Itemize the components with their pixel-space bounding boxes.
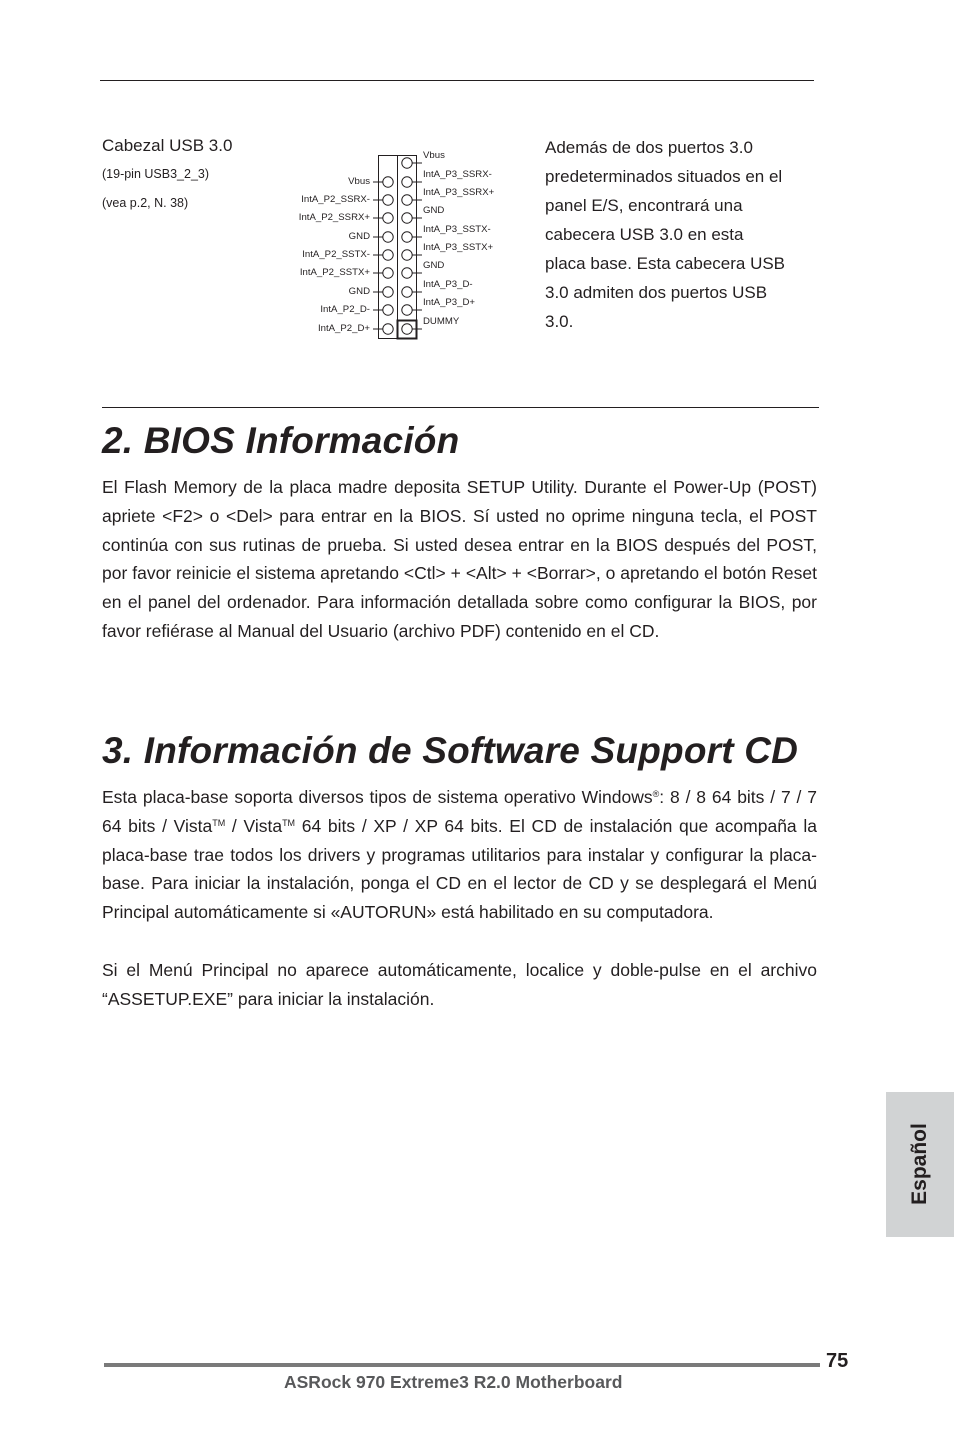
right-pin xyxy=(402,250,412,260)
footer-rule xyxy=(104,1363,820,1367)
left-pin xyxy=(383,287,393,297)
right-pin-column xyxy=(402,158,422,334)
bios-paragraph: El Flash Memory de la placa madre deposita SETUP Utility. Durante el Power-Up (POST) apriete <F2> o <Del> para entrar en la BIOS. Sí usted no oprime ninguna tecla, el POST continúa con sus rutinas de prueba. Si usted desea entrar en la BIOS después del POST, por favor reinicie el sistema apretando <Ctl> + <Alt> + <Borrar>, o apretando el botón Reset en el panel del ordenador. Para información detallada sobre como configurar la BIOS, por favor refiérase al Manual del Usuario (archivo PDF) contenido en el CD. xyxy=(102,477,817,641)
right-pin-label: IntA_P3_D- xyxy=(423,279,473,290)
right-pin xyxy=(402,158,412,168)
left-pin-label: IntA_P2_SSTX- xyxy=(302,249,370,260)
right-pin xyxy=(402,287,412,297)
description-line: cabecera USB 3.0 en esta xyxy=(545,225,744,244)
right-pin xyxy=(402,213,412,223)
left-pin-label: IntA_P2_SSRX+ xyxy=(298,212,370,223)
right-pin-label: IntA_P3_SSTX- xyxy=(423,224,491,235)
description-line: Además de dos puertos 3.0 xyxy=(545,138,753,157)
description-line: 3.0. xyxy=(545,312,574,331)
page-number: 75 xyxy=(826,1350,849,1372)
right-pin-label: DUMMY xyxy=(423,316,460,327)
left-pin-label: IntA_P2_D+ xyxy=(317,323,370,334)
top-rule xyxy=(100,80,814,81)
language-tab xyxy=(886,1092,954,1237)
left-pin-label: GND xyxy=(348,231,370,242)
right-pin xyxy=(402,268,412,278)
left-pin xyxy=(383,250,393,260)
left-pin xyxy=(383,232,393,242)
right-pin xyxy=(402,305,412,315)
left-pin-label: GND xyxy=(348,286,370,297)
description-line: 3.0 admiten dos puertos USB xyxy=(545,283,768,302)
left-pin-label: IntA_P2_SSTX+ xyxy=(299,267,370,278)
left-pin xyxy=(383,268,393,278)
section-rule xyxy=(102,407,819,408)
left-pin-label: IntA_P2_SSRX- xyxy=(301,194,370,205)
description-line: predeterminados situados en el xyxy=(545,167,783,186)
software-cd-paragraph-2: Si el Menú Principal no aparece automáticamente, localice y doble-pulse en el archivo “ASSETUP.EXE” para iniciar la instalación. xyxy=(102,960,817,1009)
left-pin xyxy=(383,324,393,334)
right-pin-label: GND xyxy=(423,205,445,216)
right-pin-label: GND xyxy=(423,260,445,271)
description-line: panel E/S, encontrará una xyxy=(545,196,743,215)
right-pin xyxy=(402,232,412,242)
right-pin xyxy=(402,324,412,334)
right-pin-label: IntA_P3_SSRX- xyxy=(423,169,492,180)
left-pin-label: IntA_P2_D- xyxy=(320,304,370,315)
usb3-header-pinout-diagram xyxy=(360,150,430,345)
usb-header-reference: (vea p.2, N. 38) xyxy=(102,196,189,210)
language-tab-label: Español xyxy=(908,1123,931,1205)
right-pin-label: IntA_P3_SSRX+ xyxy=(423,187,495,198)
footer-product-name: ASRock 970 Extreme3 R2.0 Motherboard xyxy=(284,1372,623,1392)
description-line: placa base. Esta cabecera USB xyxy=(545,254,786,273)
left-pin xyxy=(383,195,393,205)
right-pin xyxy=(402,177,412,187)
right-pin-label: IntA_P3_SSTX+ xyxy=(423,242,494,253)
right-pin-label: IntA_P3_D+ xyxy=(423,297,476,308)
usb-header-description xyxy=(545,133,835,336)
right-pin xyxy=(402,195,412,205)
left-pin xyxy=(383,305,393,315)
usb-header-pin-spec: (19-pin USB3_2_3) xyxy=(102,167,210,181)
usb-header-title: Cabezal USB 3.0 xyxy=(102,136,233,155)
left-pin xyxy=(383,213,393,223)
right-pin-label: Vbus xyxy=(423,150,445,161)
software-cd-paragraph-1: Esta placa-base soporta diversos tipos de sistema operativo Windows®: 8 / 8 64 bits / 7 / 7 64 bits / Vista™ / Vista™ 64 bits / XP / XP 64 bits. El CD de instalación que acompaña la placa-base trae todos los drivers y programas utilitarios para instalar y configurar la placa-base. Para iniciar la instalación, ponga el CD en el lector de CD y se desplegará el Menú Principal automáticamente si «AUTORUN» está habilitado en su computadora. xyxy=(102,787,817,923)
left-pin xyxy=(383,177,393,187)
left-pin-label: Vbus xyxy=(348,176,370,187)
left-pin-column xyxy=(373,177,393,334)
software-cd-heading: 3. Información de Software Support CD xyxy=(102,730,799,771)
bios-heading: 2. BIOS Información xyxy=(102,420,460,461)
